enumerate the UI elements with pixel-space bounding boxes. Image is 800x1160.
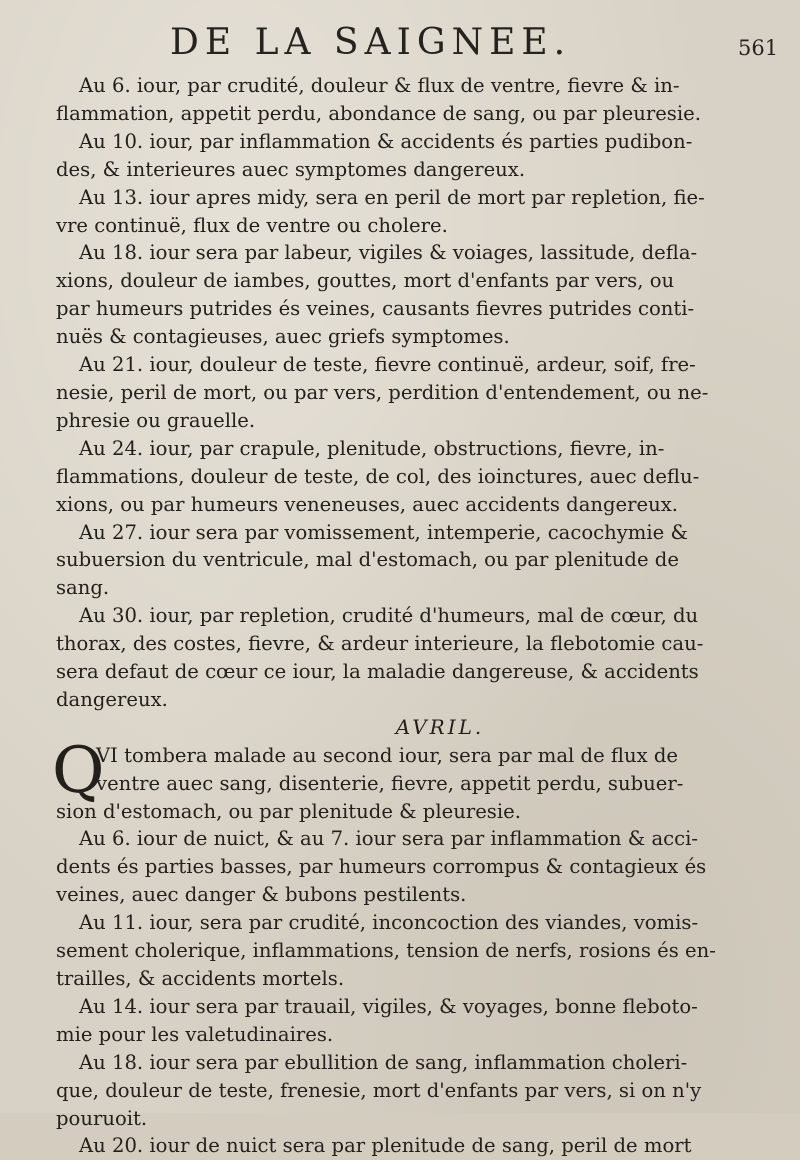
paragraph — [56, 72, 764, 128]
paragraph-line: Au 11. iour, sera par crudité, inconcoction des viandes, vomis- — [79, 911, 699, 935]
paragraph-line: subuersion du ventricule, mal d'estomach, ou par plenitude de — [56, 548, 679, 572]
paragraph-line: thorax, des costes, fievre, & ardeur interieure, la flebotomie cau- — [56, 632, 704, 656]
running-head: DE LA SAIGNEE. — [170, 22, 572, 63]
paragraph — [56, 1049, 764, 1133]
paragraph-line: sang. — [56, 576, 110, 600]
paragraph-line: Au 21. iour, douleur de teste, fievre continuë, ardeur, soif, fre- — [79, 353, 696, 377]
paragraph-line: sion d'estomach, ou par plenitude & pleuresie. — [56, 799, 521, 823]
paragraph-line: ventre auec sang, disenterie, fievre, appetit perdu, subuer- — [96, 771, 684, 795]
paragraphs-after-heading — [56, 825, 764, 1160]
paragraph-line: Au 6. iour de nuict, & au 7. iour sera par inflammation & acci- — [79, 827, 698, 851]
paragraph-line: phresie ou grauelle. — [56, 408, 256, 432]
paragraph-line: pouruoit. — [56, 1106, 148, 1130]
paragraph-line: Au 13. iour apres midy, sera en peril de mort par repletion, fie- — [79, 185, 705, 209]
paragraph — [56, 128, 764, 184]
paragraphs-before-heading — [56, 72, 764, 714]
paragraph — [56, 435, 764, 519]
paragraph — [56, 602, 764, 714]
paragraph-line: nesie, peril de mort, ou par vers, perdition d'entendement, ou ne- — [56, 380, 709, 404]
paragraph-line: dents és parties basses, par humeurs corrompus & contagieux és — [56, 855, 707, 879]
paragraph-line: Au 10. iour, par inflammation & accidents és parties pudibon- — [79, 129, 693, 153]
paragraph-line: Au 18. iour sera par labeur, vigiles & voiages, lassitude, defla- — [79, 241, 698, 265]
paragraph-line: dangereux. — [56, 687, 168, 711]
paragraph-line: Au 6. iour, par crudité, douleur & flux de ventre, fievre & in- — [79, 74, 680, 97]
paragraph — [56, 351, 764, 435]
paragraph — [56, 825, 764, 909]
paragraph-line: des, & interieures auec symptomes dangereux. — [56, 157, 526, 181]
paragraph — [56, 1132, 764, 1160]
paragraph-line: Au 30. iour, par repletion, crudité d'humeurs, mal de cœur, du — [79, 604, 699, 628]
paragraph-line: veines, auec danger & bubons pestilents. — [56, 883, 467, 907]
paragraph-line: sera defaut de cœur ce iour, la maladie dangereuse, & accidents — [56, 660, 699, 684]
paragraph-line: Au 18. iour sera par ebullition de sang, inflammation choleri- — [79, 1050, 688, 1074]
paragraph — [56, 184, 764, 240]
paragraph-line: Au 27. iour sera par vomissement, intemperie, cacochymie & — [79, 520, 688, 544]
paragraph-line: mie pour les valetudinaires. — [56, 1022, 334, 1046]
paragraph — [56, 519, 764, 603]
dropcap-paragraph — [52, 733, 764, 826]
paragraph-line: que, douleur de teste, frenesie, mort d'enfants par vers, si on n'y — [56, 1078, 702, 1102]
paragraph-line: flammation, appetit perdu, abondance de sang, ou par pleuresie. — [56, 101, 701, 125]
paragraph-line: VI tombera malade au second iour, sera par mal de flux de — [96, 743, 679, 767]
paragraph — [56, 993, 764, 1049]
paragraph — [56, 909, 764, 993]
paragraph — [56, 239, 764, 351]
paragraph-line: xions, ou par humeurs veneneuses, auec accidents dangereux. — [56, 492, 679, 516]
month-heading: AVRIL. — [395, 714, 485, 739]
paragraph-line: Au 20. iour de nuict sera par plenitude de sang, peril de mort — [79, 1134, 692, 1158]
paragraph-line: Au 24. iour, par crapule, plenitude, obstructions, fievre, in- — [79, 436, 665, 460]
drop-cap-initial: Q — [52, 733, 105, 808]
paragraph-line: trailles, & accidents mortels. — [56, 967, 345, 990]
page-number: 561 — [738, 36, 779, 60]
body-text — [52, 72, 764, 1160]
paragraph-line: xions, douleur de iambes, gouttes, mort d'enfants par vers, ou — [56, 269, 675, 293]
paragraph-line: Au 14. iour sera par trauail, vigiles, & voyages, bonne fleboto- — [79, 994, 698, 1018]
paragraph-line: flammations, douleur de teste, de col, des ioinctures, auec deflu- — [56, 464, 700, 488]
paragraph-line: vre continuë, flux de ventre ou cholere. — [56, 213, 448, 237]
paragraph-line: sement cholerique, inflammations, tension de nerfs, rosions és en- — [56, 939, 716, 963]
paragraph-line: nuës & contagieuses, auec griefs symptomes. — [56, 325, 510, 349]
paragraph-line: par humeurs putrides és veines, causants fievres putrides conti- — [56, 297, 695, 321]
page-header — [0, 22, 800, 72]
